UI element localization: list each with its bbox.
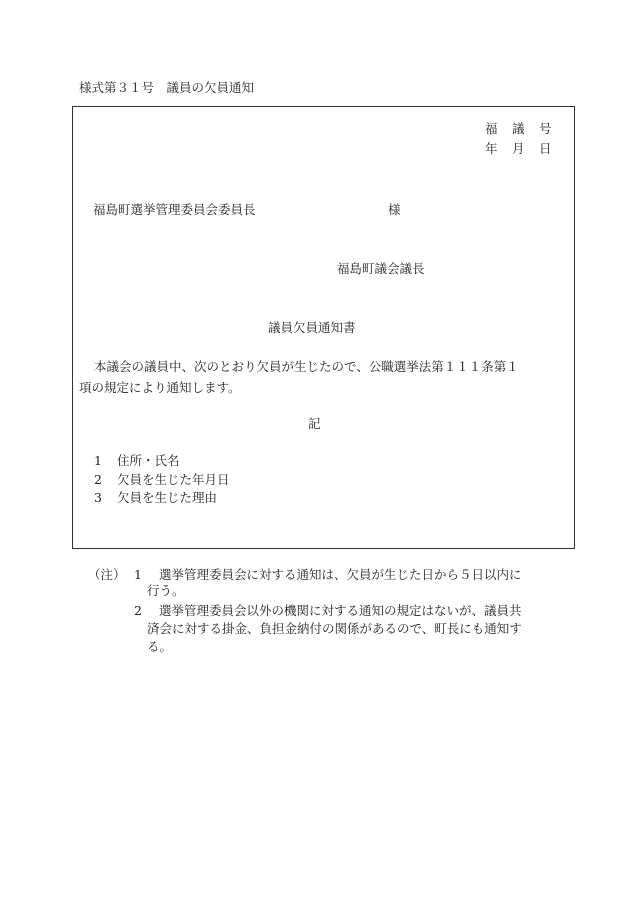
item-number: 2	[94, 472, 102, 487]
note-text-line: 選挙管理委員会に対する通知は、欠員が生じた日から５日以内に	[159, 567, 522, 582]
note-text-line: る。	[147, 639, 173, 654]
ref-number-part: 福	[485, 121, 498, 136]
item-number: 1	[94, 453, 102, 468]
item-text: 欠員を生じた年月日	[117, 472, 230, 487]
item-number: 3	[94, 490, 102, 505]
ki-heading: 記	[308, 416, 321, 431]
item-text: 住所・氏名	[117, 453, 180, 468]
note-text-line: 行う。	[147, 583, 185, 598]
body-text-line: 項の規定により通知します。	[79, 380, 241, 395]
document-title: 議員欠員通知書	[268, 320, 356, 335]
list-item	[94, 455, 180, 468]
sender: 福島町議会議長	[337, 261, 425, 276]
list-item	[94, 492, 217, 505]
note-number: 1	[134, 567, 142, 582]
honorific: 様	[388, 202, 401, 217]
ref-number-part: 号	[539, 121, 552, 136]
note-text-line: 済会に対する掛金、負担金納付の関係があるので、町長にも通知す	[147, 621, 522, 636]
item-text: 欠員を生じた理由	[117, 490, 218, 505]
issue-date	[485, 143, 566, 156]
date-part: 年	[485, 141, 498, 156]
ref-number-part: 議	[512, 121, 525, 136]
date-part: 月	[512, 141, 525, 156]
date-part: 日	[539, 141, 552, 156]
note-label: （注）	[88, 567, 126, 582]
form-label: 様式第３１号 議員の欠員通知	[79, 80, 255, 95]
reference-number	[485, 123, 566, 136]
note-number: 2	[134, 603, 142, 618]
note-text-line: 選挙管理委員会以外の機関に対する通知の規定はないが、議員共	[159, 603, 522, 618]
body-text-line: 本議会の議員中、次のとおり欠員が生じたので、公職選挙法第１１１条第１	[94, 359, 519, 374]
list-item	[94, 474, 230, 487]
addressee: 福島町選挙管理委員会委員長	[93, 202, 256, 217]
